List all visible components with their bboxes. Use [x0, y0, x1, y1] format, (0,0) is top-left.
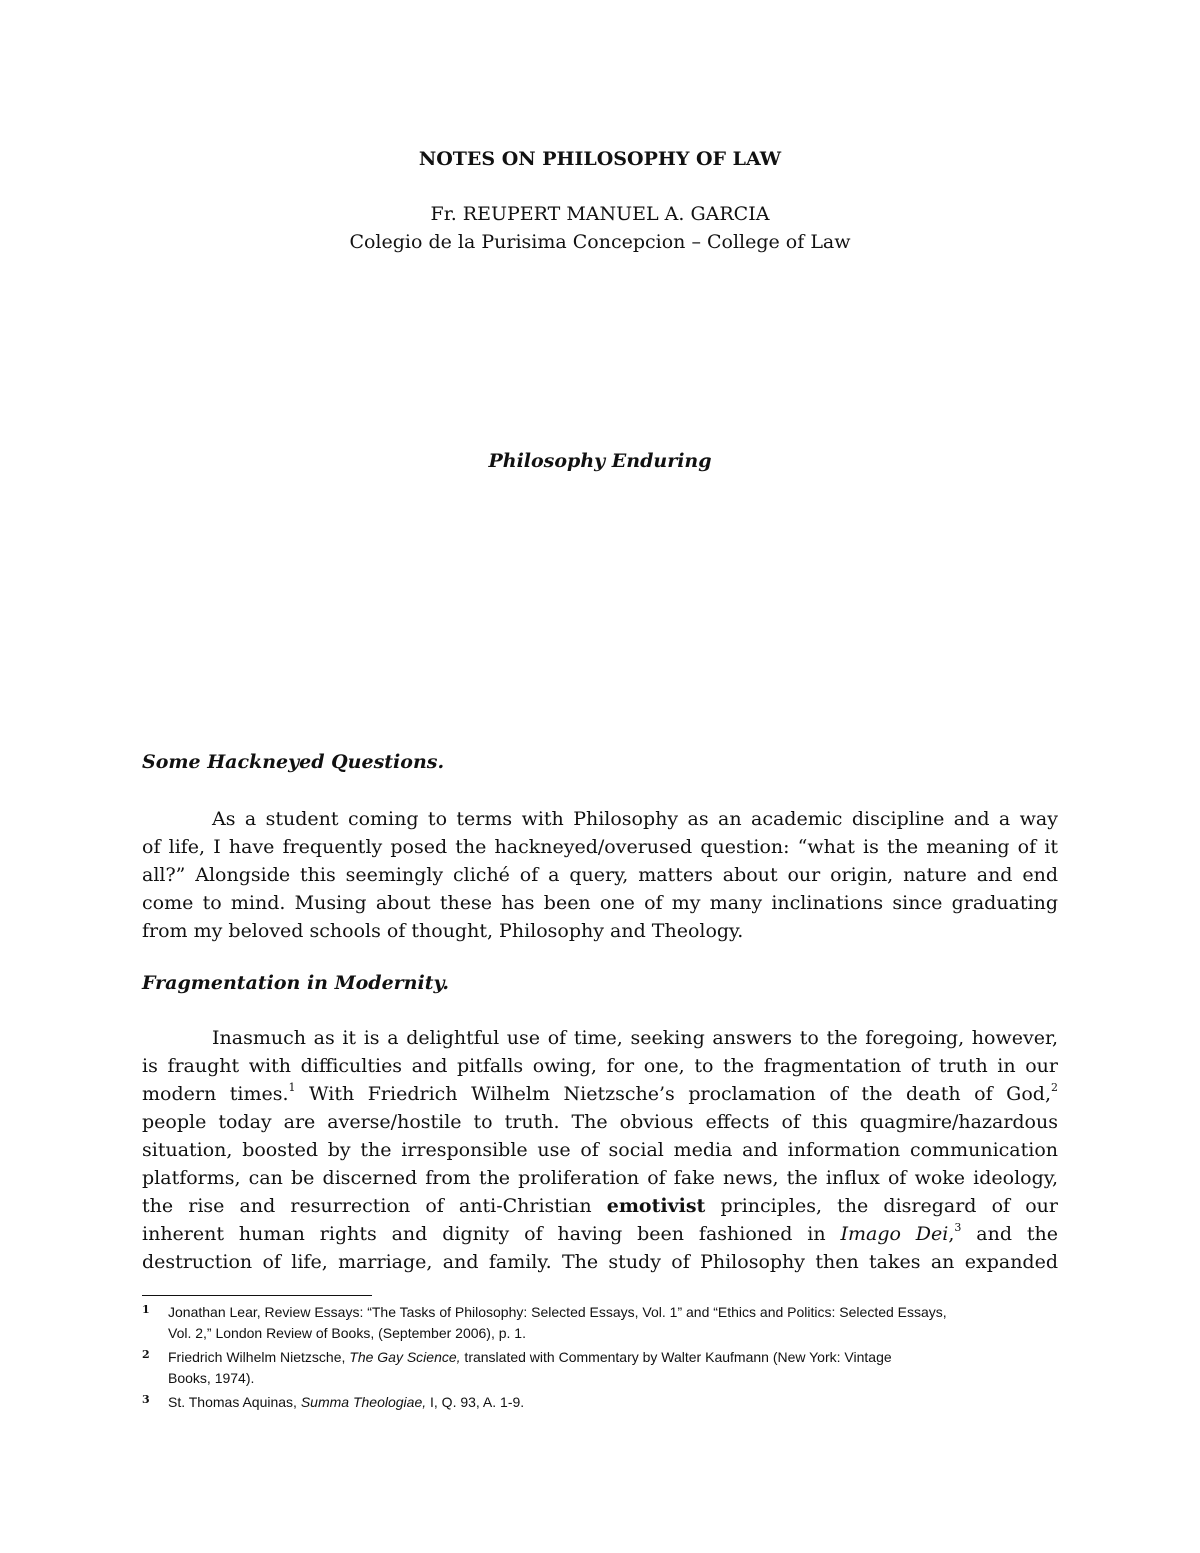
line-text: and the — [961, 1223, 1059, 1245]
paragraph-line — [142, 1192, 1058, 1220]
document-title: NOTES ON PHILOSOPHY OF LAW — [418, 148, 782, 170]
footnotes — [142, 1302, 1062, 1413]
footnote-text-part: Friedrich Wilhelm Nietzsche, — [168, 1349, 350, 1365]
paragraph-line: come to mind. Musing about these has been one of my many inclinations since graduating — [142, 892, 1058, 914]
paragraph-line: is fraught with difficulties and pitfalls owing, for one, to the fragmentation of truth in our — [142, 1055, 1058, 1077]
footnote-book-title: The Gay Science, — [349, 1349, 461, 1365]
footnote-text: Books, 1974). — [168, 1370, 255, 1386]
line-text: the rise and resurrection of anti-Christian — [142, 1195, 607, 1217]
paragraph-line: of life, I have frequently posed the hackneyed/overused question: “what is the meaning of it — [142, 836, 1058, 858]
footnote-1 — [142, 1302, 1062, 1344]
paragraph-line: people today are averse/hostile to truth. The obvious effects of this quagmire/hazardous — [142, 1111, 1058, 1133]
footnote-ref-3[interactable]: 3 — [954, 1220, 962, 1234]
footnote-separator — [142, 1295, 372, 1296]
line-text: modern times. — [142, 1083, 289, 1105]
footnote-text-part: I, Q. 93, A. 1-9. — [426, 1394, 525, 1410]
footnote-ref-1[interactable]: 1 — [288, 1080, 296, 1094]
document-subtitle: Philosophy Enduring — [488, 450, 712, 472]
paragraph-line: destruction of life, marriage, and family. The study of Philosophy then takes an expanded — [142, 1251, 1058, 1273]
paragraph-line — [142, 1220, 1058, 1248]
footnote-ref-2[interactable]: 2 — [1051, 1080, 1059, 1094]
paragraph-line: situation, boosted by the irresponsible use of social media and information communication — [142, 1139, 1058, 1161]
paragraph-line: from my beloved schools of thought, Philosophy and Theology. — [142, 920, 744, 942]
footnote-text: Jonathan Lear, Review Essays: “The Tasks of Philosophy: Selected Essays, Vol. 1” and “Ethics and Politics: Selected Essays, — [168, 1304, 947, 1320]
footnote-3 — [142, 1392, 1062, 1413]
paragraph-fragmentation — [142, 1024, 1058, 1276]
line-text: With Friedrich Wilhelm Nietzsche’s proclamation of the death of God, — [295, 1083, 1052, 1105]
line-text: , — [948, 1223, 955, 1245]
section-heading-fragmentation: Fragmentation in Modernity. — [142, 972, 449, 994]
author-name: Fr. REUPERT MANUEL A. GARCIA — [430, 203, 770, 225]
paragraph-line: As a student coming to terms with Philosophy as an academic discipline and a way — [212, 808, 1058, 830]
paragraph-hackneyed-questions — [142, 805, 1058, 945]
footnote-number: 3 — [142, 1393, 150, 1406]
footnote-text — [168, 1392, 1062, 1413]
footnote-text-part: St. Thomas Aquinas, — [168, 1394, 301, 1410]
footnote-text-part: translated with Commentary by Walter Kaufmann (New York: Vintage — [460, 1349, 892, 1365]
institution-name: Colegio de la Purisima Concepcion – College of Law — [349, 231, 851, 253]
emphasis-imago-dei: Imago Dei — [840, 1223, 949, 1245]
footnote-text — [168, 1347, 1062, 1368]
line-text: principles, the disregard of our — [705, 1195, 1058, 1217]
line-text: inherent human rights and dignity of having been fashioned in — [142, 1223, 841, 1245]
paragraph-line: Inasmuch as it is a delightful use of time, seeking answers to the foregoing, however, — [212, 1027, 1058, 1049]
section-heading-hackneyed-questions: Some Hackneyed Questions. — [142, 751, 445, 773]
footnote-2 — [142, 1347, 1062, 1389]
paragraph-line — [142, 1080, 1058, 1108]
footnote-number: 1 — [142, 1303, 150, 1316]
emphasis-emotivist: emotivist — [606, 1195, 706, 1217]
footnote-number: 2 — [142, 1348, 150, 1361]
footnote-book-title: Summa Theologiae, — [300, 1394, 427, 1410]
footnote-text: Vol. 2,” London Review of Books, (September 2006), p. 1. — [168, 1325, 526, 1341]
paragraph-line: platforms, can be discerned from the proliferation of fake news, the influx of woke ideology, — [142, 1167, 1058, 1189]
paragraph-line: all?” Alongside this seemingly cliché of a query, matters about our origin, nature and end — [142, 864, 1058, 886]
